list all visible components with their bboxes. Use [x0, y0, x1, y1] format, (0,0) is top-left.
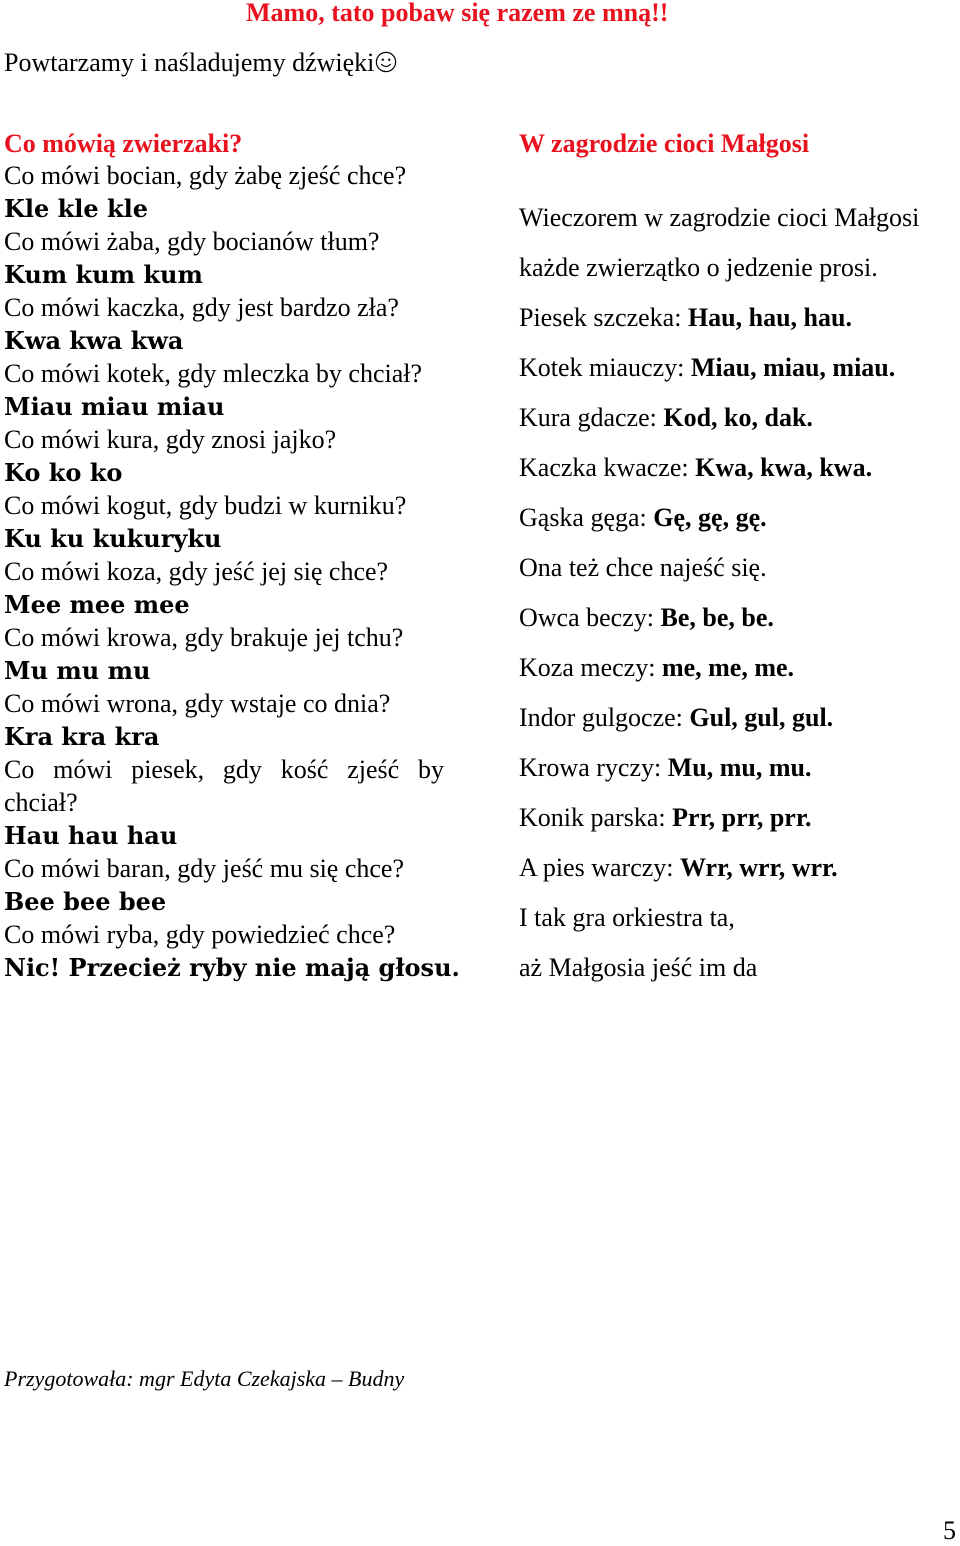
poem-line-text: Konik parska: — [519, 803, 673, 832]
poem-line — [519, 343, 960, 393]
poem-sound: me, me, me. — [661, 653, 795, 682]
poem-line — [519, 743, 960, 793]
poem-sound: Hau, hau, hau. — [687, 303, 852, 332]
poem-section — [519, 126, 960, 993]
poem-line-text: A pies warczy: — [519, 853, 681, 882]
poem-line — [519, 843, 960, 893]
poem-line — [519, 543, 960, 593]
animal-sound-answer: Ko ko ko — [4, 458, 123, 487]
poem-line — [519, 293, 960, 343]
animal-sounds-section — [4, 126, 460, 985]
animal-question: Co mówi krowa, gdy brakuje jej tchu? — [4, 623, 404, 652]
author-credit: Przygotowała: mgr Edyta Czekajska – Budny — [4, 1366, 405, 1391]
poem-line-text: Kotek miauczy: — [519, 353, 691, 382]
animal-question: Co mówi żaba, gdy bocianów tłum? — [4, 227, 380, 256]
poem-line — [519, 943, 960, 993]
animal-sound-answer: Mee mee mee — [4, 590, 190, 619]
poem-sound: Be, be, be. — [660, 603, 774, 632]
animal-sound-answer: Mu mu mu — [4, 656, 151, 685]
animal-question: Co mówi baran, gdy jeść mu się chce? — [4, 854, 404, 883]
subtitle — [4, 48, 397, 78]
poem-lines — [519, 193, 960, 993]
poem-line-text: Kaczka kwacze: — [519, 453, 696, 482]
animal-sound-answer: Hau hau hau — [4, 821, 178, 850]
poem-line-text: Krowa ryczy: — [519, 753, 668, 782]
poem-line-text: każde zwierzątko o jedzenie prosi. — [519, 253, 878, 282]
poem-line — [519, 793, 960, 843]
subtitle-text: Powtarzamy i naśladujemy dźwięki — [4, 48, 375, 77]
poem-line-text: Ona też chce najeść się. — [519, 553, 767, 582]
page-title: Mamo, tato pobaw się razem ze mną!! — [246, 0, 669, 27]
animal-question: Co mówi bocian, gdy żabę zjeść chce? — [4, 161, 407, 190]
poem-sound: Gę, gę, gę. — [653, 503, 767, 532]
poem-line-text: Kura gdacze: — [519, 403, 664, 432]
poem-sound: Wrr, wrr, wrr. — [680, 853, 838, 882]
poem-line-text: Gąska gęga: — [519, 503, 654, 532]
poem-sound: Mu, mu, mu. — [667, 753, 812, 782]
animal-sound-answer: Nic! Przecież ryby nie mają głosu. — [4, 953, 460, 982]
animal-sound-answer: Kum kum kum — [4, 260, 203, 289]
animal-sound-answer: Ku ku kukuryku — [4, 524, 222, 553]
poem-line — [519, 193, 960, 243]
poem-sound: Miau, miau, miau. — [690, 353, 896, 382]
animal-sound-answer: Bee bee bee — [4, 887, 167, 916]
poem-line-text: Koza meczy: — [519, 653, 662, 682]
poem-line-text: aż Małgosia jeść im da — [519, 953, 758, 982]
animal-question: Co mówi kura, gdy znosi jajko? — [4, 425, 337, 454]
poem-line-text: Indor gulgocze: — [519, 703, 690, 732]
animal-question: Co mówi ryba, gdy powiedzieć chce? — [4, 920, 396, 949]
section-title-animals: Co mówią zwierzaki? — [4, 129, 243, 158]
poem-line-text: I tak gra orkiestra ta, — [519, 903, 735, 932]
poem-line — [519, 243, 960, 293]
poem-line — [519, 693, 960, 743]
poem-sound: Prr, prr, prr. — [672, 803, 812, 832]
poem-sound: Kwa, kwa, kwa. — [695, 453, 873, 482]
animal-question: Co mówi kotek, gdy mleczka by chciał? — [4, 359, 423, 388]
animal-question: Co mówi kaczka, gdy jest bardzo zła? — [4, 293, 399, 322]
animal-sound-answer: Kwa kwa kwa — [4, 326, 184, 355]
smiley-icon — [375, 51, 397, 73]
poem-line-text: Wieczorem w zagrodzie cioci Małgosi — [519, 203, 920, 232]
animal-sound-answer: Miau miau miau — [4, 392, 225, 421]
poem-line-text: Owca beczy: — [519, 603, 661, 632]
poem-line — [519, 893, 960, 943]
animal-question: Co mówi wrona, gdy wstaje co dnia? — [4, 689, 391, 718]
poem-line — [519, 593, 960, 643]
poem-line — [519, 443, 960, 493]
poem-line — [519, 643, 960, 693]
animal-question: Co mówi piesek, gdy kość zjeść by chciał? — [4, 755, 444, 817]
animal-question: Co mówi koza, gdy jeść jej się chce? — [4, 557, 389, 586]
page-number: 5 — [943, 1516, 956, 1545]
animal-question: Co mówi kogut, gdy budzi w kurniku? — [4, 491, 407, 520]
animal-sound-answer: Kra kra kra — [4, 722, 160, 751]
animal-sound-answer: Kle kle kle — [4, 194, 148, 223]
poem-line — [519, 393, 960, 443]
poem-line — [519, 493, 960, 543]
poem-line-text: Piesek szczeka: — [519, 303, 688, 332]
poem-sound: Gul, gul, gul. — [689, 703, 834, 732]
question-answer-list — [4, 159, 460, 985]
poem-sound: Kod, ko, dak. — [663, 403, 813, 432]
section-title-poem: W zagrodzie cioci Małgosi — [519, 129, 810, 158]
